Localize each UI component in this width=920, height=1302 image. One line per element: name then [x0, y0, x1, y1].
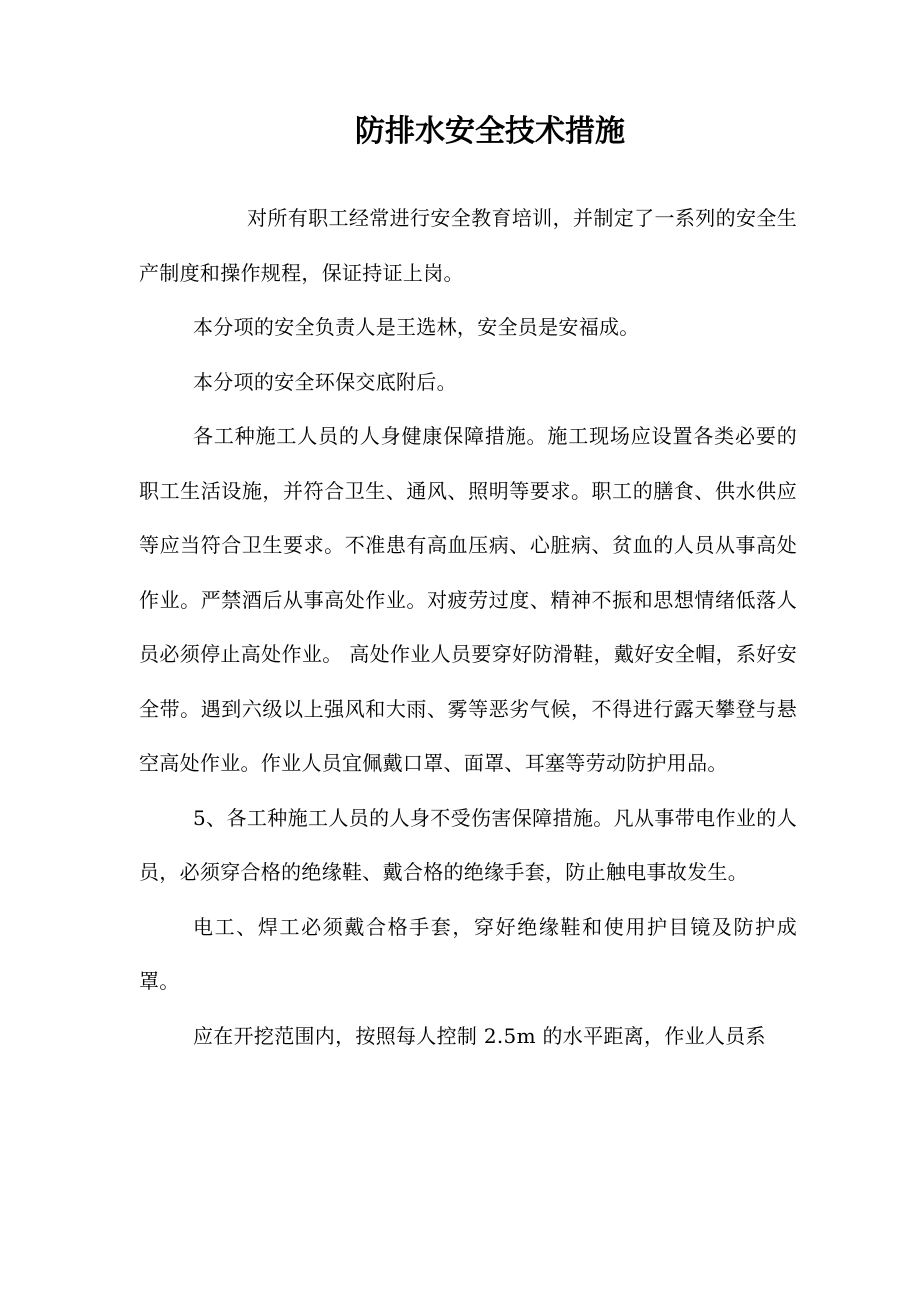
paragraph-briefing: 本分项的安全环保交底附后。 [193, 369, 457, 394]
paragraph-training: 对所有职工经常进行安全教育培训，并制定了一系列的安全生产制度和操作规程，保证持证上岗。 [139, 206, 797, 285]
paragraph-electrician-welder: 电工、焊工必须戴合格手套，穿好绝缘鞋和使用护目镜及防护成罩。 [139, 914, 797, 993]
paragraph-injury-prevention: 5、各工种施工人员的人身不受伤害保障措施。凡从事带电作业的人员，必须穿合格的绝缘鞋、戴合格的绝缘手套，防止触电事故发生。 [139, 805, 797, 884]
paragraph-safety-officers: 本分项的安全负责人是王选林，安全员是安福成。 [193, 315, 640, 339]
paragraph-health-measures: 各工种施工人员的人身健康保障措施。施工现场应设置各类必要的职工生活设施，并符合卫生、通风、照明等要求。职工的膳食、供水供应等应当符合卫生要求。不准患有高血压病、心脏病、贫血的人员从事高处作业。严禁酒后从事高处作业。对疲劳过度、精神不振和思想情绪低落人员必须停止高处作业。 高处作业人员要穿好防滑鞋，戴好安全帽，系好安全带。遇到六级以上强风和大雨、雾等恶劣气候，不得进行露天攀登与悬空高处作业。作业人员宜佩戴口罩、面罩、耳塞等劳动防护用品。 [139, 424, 797, 775]
paragraph-excavation: 应在开挖范围内，按照每人控制 2.5m 的水平距离，作业人员系 [193, 1023, 766, 1048]
document-body [139, 191, 797, 1063]
document-title: 防排水安全技术措施 [355, 114, 625, 149]
